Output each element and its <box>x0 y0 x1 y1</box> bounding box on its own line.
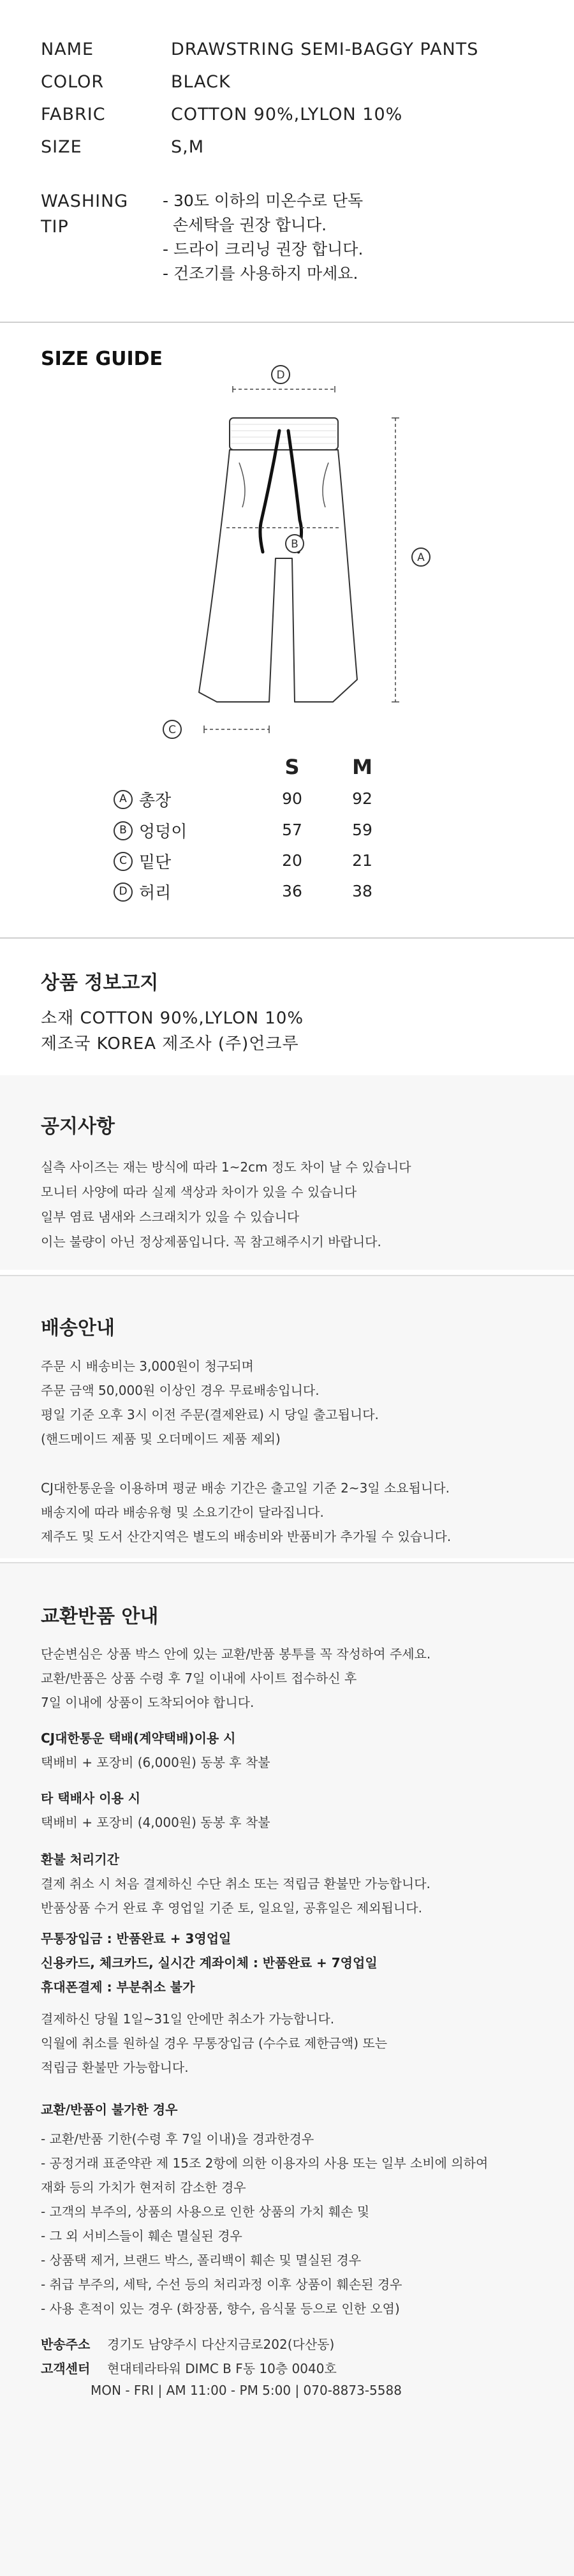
notice-line: 일부 염료 냄새와 스크래치가 있을 수 있습니다 <box>41 1209 300 1225</box>
exchange-intro-line: 단순변심은 상품 박스 안에 있는 교환/반품 봉투를 꼭 작성하여 주세요. <box>41 1646 431 1662</box>
exchange-intro-line: 교환/반품은 상품 수령 후 7일 이내에 사이트 접수하신 후 <box>41 1671 357 1686</box>
washing-tip-label: TIP <box>41 217 69 237</box>
divider <box>0 937 574 939</box>
washing-line: - 30도 이하의 미온수로 단독 <box>163 191 364 210</box>
shipping-line: 주문 시 배송비는 3,000원이 청구되며 <box>41 1359 254 1374</box>
shipping-line: CJ대한통운을 이용하며 평균 배송 기간은 출고일 기준 2~3일 소요됩니다. <box>41 1480 450 1496</box>
notice-section <box>0 1075 574 1270</box>
notice-line: 모니터 사양에 따라 실제 색상과 차이가 있을 수 있습니다 <box>41 1184 357 1200</box>
size-value-m: 92 <box>352 789 372 808</box>
shipping-line: 제주도 및 도서 산간지역은 별도의 배송비와 반품비가 추가될 수 있습니다. <box>41 1529 452 1544</box>
spec-key-fabric: FABRIC <box>41 105 106 124</box>
return-address-label: 반송주소 <box>41 2337 91 2352</box>
spec-key-name: NAME <box>41 40 94 59</box>
impossible-line: - 그 외 서비스들이 훼손 멸실된 경우 <box>41 2228 242 2244</box>
exchange-intro-line: 7일 이내에 상품이 도착되어야 합니다. <box>41 1695 254 1710</box>
washing-line: 손세탁을 권장 합니다. <box>163 216 327 234</box>
impossible-line: - 사용 흔적이 있는 경우 (화장품, 향수, 음식물 등으로 인한 오염) <box>41 2301 400 2316</box>
washing-line: - 드라이 크리닝 권장 합니다. <box>163 240 364 258</box>
shipping-line: 배송지에 따라 배송유형 및 소요기간이 달라집니다. <box>41 1505 324 1520</box>
size-value-s: 57 <box>282 821 302 839</box>
size-value-m: 38 <box>352 882 372 900</box>
refund-bold-line: 휴대폰결제 : 부분취소 불가 <box>41 1979 195 1995</box>
divider <box>0 322 574 323</box>
cj-line: 택배비 + 포장비 (6,000원) 동봉 후 착불 <box>41 1755 270 1770</box>
refund-title: 환불 처리기간 <box>41 1852 119 1867</box>
customer-center-label: 고객센터 <box>41 2361 91 2376</box>
shipping-section <box>0 1276 574 1558</box>
marker-a-badge: A <box>114 790 133 809</box>
size-row-label <box>114 849 171 873</box>
spec-key-size: SIZE <box>41 137 82 157</box>
marker-b: B <box>291 538 298 551</box>
shipping-line: 주문 금액 50,000원 이상인 경우 무료배송입니다. <box>41 1383 320 1398</box>
size-row-name: 밑단 <box>139 853 172 872</box>
refund-line2: 결제하신 당월 1일~31일 안에만 취소가 가능합니다. <box>41 2011 335 2027</box>
impossible-line: - 취급 부주의, 세탁, 수선 등의 처리과정 이후 상품이 훼손된 경우 <box>41 2277 402 2292</box>
business-hours: MON - FRI | AM 11:00 - PM 5:00 | 070-8873-5588 <box>91 2383 402 2398</box>
size-value-s: 36 <box>282 882 302 900</box>
other-line: 택배비 + 포장비 (4,000원) 동봉 후 착불 <box>41 1815 270 1830</box>
other-title: 타 택배사 이용 시 <box>41 1791 141 1806</box>
marker-b-badge: B <box>114 821 133 840</box>
cj-title: CJ대한통운 택배(계약택배)이용 시 <box>41 1731 236 1746</box>
impossible-line: - 고객의 부주의, 상품의 사용으로 인한 상품의 가치 훼손 및 <box>41 2204 370 2219</box>
customer-center-value: 현대테라타워 DIMC B F동 10층 0040호 <box>107 2361 337 2376</box>
size-value-m: 59 <box>352 821 372 839</box>
notice-title: 공지사항 <box>41 1115 115 1138</box>
size-col-m: M <box>352 755 372 779</box>
pants-diagram <box>128 361 459 759</box>
notice-line: 이는 불량이 아닌 정상제품입니다. 꼭 참고해주시기 바랍니다. <box>41 1234 381 1249</box>
exchange-title: 교환반품 안내 <box>41 1605 159 1628</box>
product-info-title: 상품 정보고지 <box>41 972 159 994</box>
size-value-s: 20 <box>282 851 302 870</box>
spec-value-fabric: COTTON 90%,LYLON 10% <box>171 105 403 124</box>
size-value-m: 21 <box>352 851 372 870</box>
washing-label: WASHING <box>41 191 129 211</box>
shipping-title: 배송안내 <box>41 1317 115 1339</box>
size-row-label <box>114 819 187 842</box>
size-row-name: 허리 <box>139 884 172 903</box>
marker-c-badge: C <box>114 852 133 871</box>
notice-line: 실측 사이즈는 재는 방식에 따라 1~2cm 정도 차이 날 수 있습니다 <box>41 1159 411 1175</box>
size-value-s: 90 <box>282 789 302 808</box>
refund-line2: 적립금 환불만 가능합니다. <box>41 2060 189 2075</box>
impossible-title: 교환/반품이 불가한 경우 <box>41 2102 178 2117</box>
size-col-s: S <box>284 755 300 779</box>
exchange-section <box>0 1563 574 2576</box>
size-row-name: 총장 <box>139 791 172 810</box>
refund-bold-line: 무통장입금 : 반품완료 + 3영업일 <box>41 1931 232 1946</box>
refund-line2: 익월에 취소를 원하실 경우 무통장입금 (수수료 제한금액) 또는 <box>41 2036 388 2051</box>
marker-d-top: D <box>276 369 285 382</box>
marker-c: C <box>168 724 176 736</box>
product-info-origin: 제조국 KOREA 제조사 (주)언크루 <box>41 1034 299 1053</box>
refund-line: 결제 취소 시 처음 결제하신 수단 취소 또는 적립금 환불만 가능합니다. <box>41 1876 430 1891</box>
size-row-label <box>114 880 171 904</box>
impossible-line: - 상품택 제거, 브랜드 박스, 폴리백이 훼손 및 멸실된 경우 <box>41 2252 362 2268</box>
shipping-line: 평일 기준 오후 3시 이전 주문(결제완료) 시 당일 출고됩니다. <box>41 1407 379 1422</box>
spec-value-color: BLACK <box>171 72 231 92</box>
refund-line: 반품상품 수거 완료 후 영업일 기준 토, 일요일, 공휴일은 제외됩니다. <box>41 1900 422 1916</box>
spec-value-name: DRAWSTRING SEMI-BAGGY PANTS <box>171 40 479 59</box>
spec-value-size: S,M <box>171 137 205 157</box>
return-address: 경기도 남양주시 다산지금로202(다산동) <box>107 2337 335 2352</box>
size-row-label <box>114 787 171 811</box>
size-row-name: 엉덩이 <box>139 823 188 842</box>
marker-a: A <box>417 551 425 564</box>
product-info-material: 소재 COTTON 90%,LYLON 10% <box>41 1009 304 1028</box>
impossible-line: 재화 등의 가치가 현저히 감소한 경우 <box>41 2180 246 2195</box>
impossible-line: - 공정거래 표준약관 제 15조 2항에 의한 이용자의 사용 또는 일부 소비에 의하여 <box>41 2155 489 2171</box>
washing-line: - 건조기를 사용하지 마세요. <box>163 264 358 283</box>
impossible-line: - 교환/반품 기한(수령 후 7일 이내)을 경과한경우 <box>41 2131 314 2147</box>
size-guide-title: SIZE GUIDE <box>41 348 163 370</box>
shipping-line: (핸드메이드 제품 및 오더메이드 제품 제외) <box>41 1431 281 1447</box>
spec-key-color: COLOR <box>41 72 105 92</box>
refund-bold-line: 신용카드, 체크카드, 실시간 계좌이체 : 반품완료 + 7영업일 <box>41 1955 378 1970</box>
marker-d-badge: D <box>114 882 133 902</box>
